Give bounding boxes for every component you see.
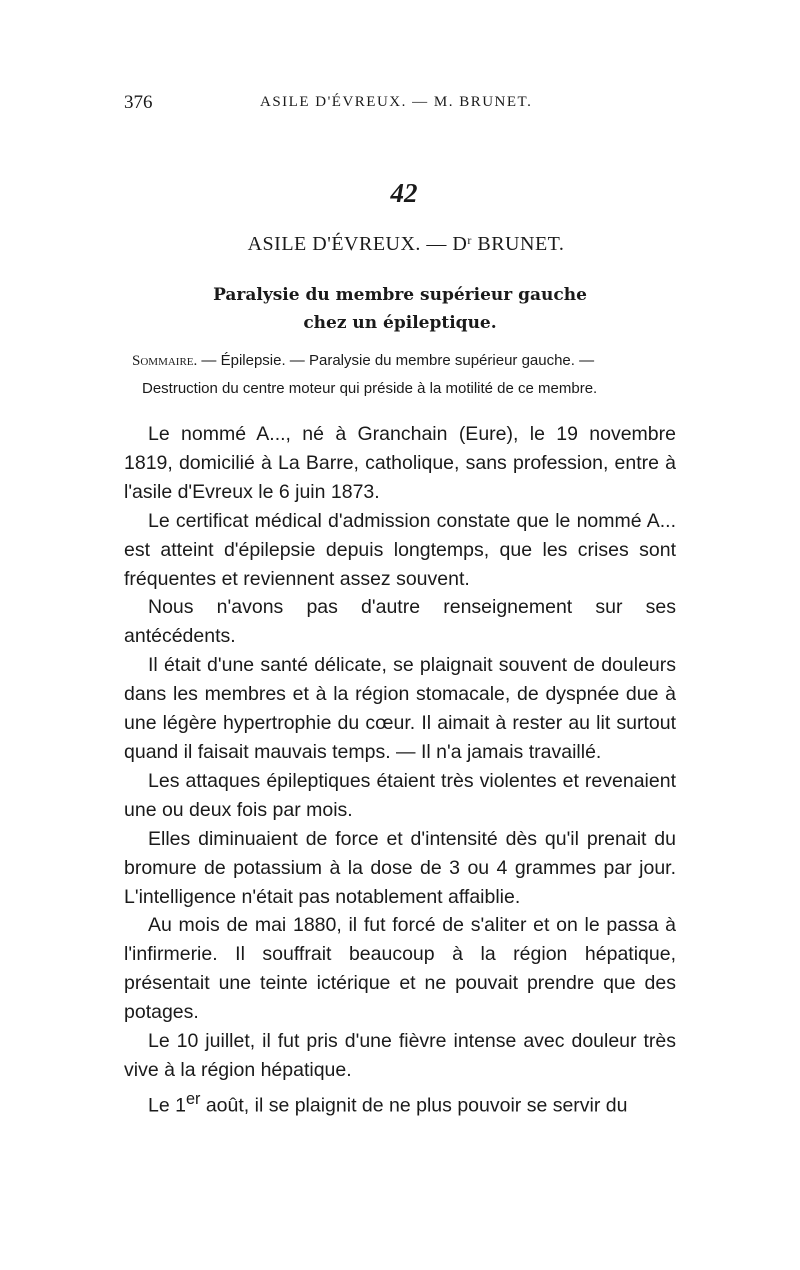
source-superscript: r	[467, 233, 472, 247]
paragraph: Les attaques épileptiques étaient très violentes et revenaient une ou deux fois par mois.	[124, 769, 676, 821]
running-title: ASILE D'ÉVREUX. — M. BRUNET.	[260, 94, 533, 110]
summary-line-1: — Épilepsie. — Paralysie du membre supérieur gauche. —	[197, 352, 595, 369]
source-suffix: BRUNET.	[471, 233, 565, 255]
observation-source	[0, 233, 800, 256]
paragraph: Le certificat médical d'admission constate que le nommé A... est atteint d'épilepsie depuis longtemps, que les crises sont fréquentes et reviennent assez souvent.	[124, 509, 676, 590]
summary-line-2: Destruction du centre moteur qui préside à la motilité de ce membre.	[142, 380, 598, 397]
paragraph: Elles diminuaient de force et d'intensité dès qu'il prenait du bromure de potassium à la dose de 3 ou 4 grammes par jour. L'intelligence n'était pas notablement affaiblie.	[124, 827, 676, 908]
page-number: 376	[124, 92, 153, 113]
body-text	[124, 420, 676, 1120]
last-paragraph-prefix: Le 1	[148, 1094, 186, 1117]
paragraph: Nous n'avons pas d'autre renseignement sur ses antécédents.	[124, 596, 676, 648]
summary	[132, 347, 672, 402]
title-line-2: chez un épileptique.	[303, 313, 497, 333]
title-line-1: Paralysie du membre supérieur gauche	[213, 285, 587, 305]
observation-number: 42	[390, 178, 418, 208]
observation-title	[130, 281, 670, 337]
last-paragraph-superscript: er	[185, 1089, 201, 1108]
last-paragraph-suffix: août, il se plaignit de ne plus pouvoir se servir du	[200, 1094, 628, 1117]
running-header	[124, 92, 554, 118]
paragraph: Au mois de mai 1880, il fut forcé de s'aliter et on le passa à l'infirmerie. Il souffrait beaucoup à la région hépatique, présentait une teinte ictérique et ne pouvait prendre que des potages.	[124, 914, 676, 1024]
source-prefix: ASILE D'ÉVREUX. — D	[247, 233, 468, 255]
paragraph-last	[124, 1085, 676, 1120]
paragraph: Il était d'une santé délicate, se plaignait souvent de douleurs dans les membres et à la région stomacale, de dyspnée due à une légère hypertrophie du cœur. Il aimait à rester au lit surtout quand il faisait mauvais temps. — Il n'a jamais travaillé.	[124, 654, 676, 763]
summary-label: Sommaire.	[132, 353, 198, 369]
paragraph: Le nommé A..., né à Granchain (Eure), le 19 novembre 1819, domicilié à La Barre, catholique, sans profession, entre à l'asile d'Evreux le 6 juin 1873.	[124, 423, 676, 503]
paragraph: Le 10 juillet, il fut pris d'une fièvre intense avec douleur très vive à la région hépatique.	[124, 1030, 676, 1081]
